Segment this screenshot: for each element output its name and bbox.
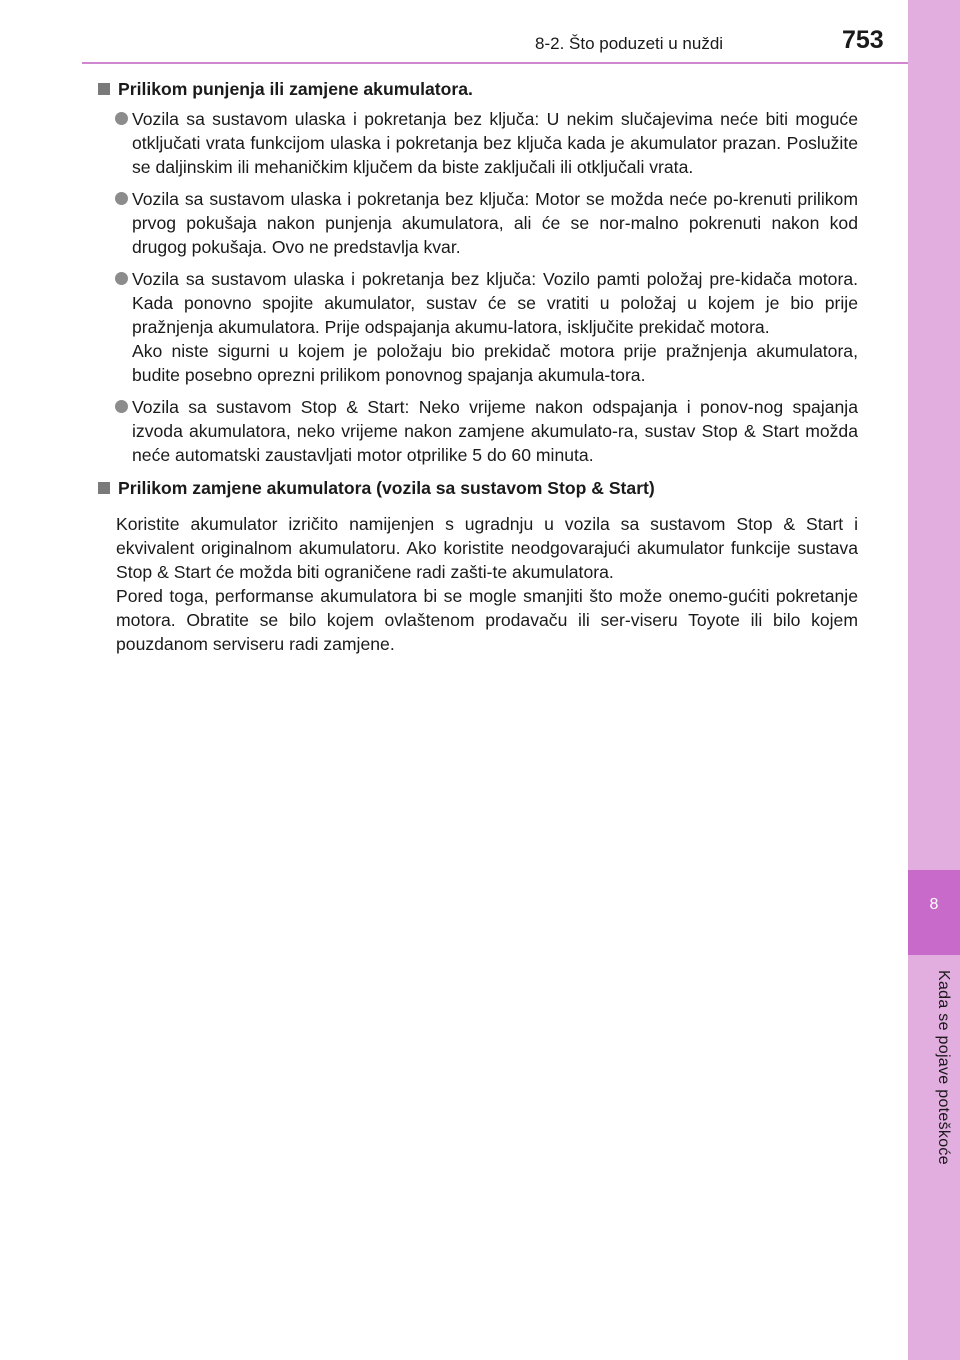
- list-item: [98, 187, 858, 259]
- square-bullet-icon: [98, 482, 110, 494]
- section-heading-charging: [98, 76, 858, 103]
- section-title: 8-2. Što poduzeti u nuždi: [535, 34, 724, 53]
- round-bullet-icon: [115, 400, 128, 413]
- square-bullet-icon: [98, 83, 110, 95]
- list-item: [98, 107, 858, 179]
- list-item-text: Vozila sa sustavom Stop & Start: Neko vrijeme nakon odspajanja i ponov-nog spajanja izvoda akumulatora, neko vrijeme nakon zamjene akumulato-ra, sustav Stop & Start možda neće automatski zaustavljati motor otprilike 5 do 60 minuta.: [132, 397, 858, 465]
- chapter-side-tab: [908, 0, 960, 1360]
- page-content: [98, 76, 858, 656]
- section-heading-text: Prilikom punjenja ili zamjene akumulatora.: [118, 79, 473, 99]
- chapter-title: Kada se pojave poteškoće: [935, 970, 952, 1165]
- paragraph: Koristite akumulator izričito namijenjen s ugradnju u vozila sa sustavom Stop & Start i ekvivalent originalnom akumulatoru. Ako koristite neodgovarajući akumulator funkcije sustava Stop & Start će možda biti ograničene radi zašti-te akumulatora.: [116, 514, 858, 582]
- round-bullet-icon: [115, 272, 128, 285]
- list-item-text: Vozila sa sustavom ulaska i pokretanja bez ključa: Motor se možda neće po-krenuti prilikom prvog pokušaja nakon punjenja akumulatora, ali će se nor-malno pokrenuti nakon kod drugog pokušaja. Ovo ne predstavlja kvar.: [132, 189, 858, 257]
- section-heading-replacement: [98, 475, 858, 502]
- page-number: 753: [842, 26, 884, 54]
- paragraph: Pored toga, performanse akumulatora bi se mogle smanjiti što može onemo-gućiti pokretanje motora. Obratite se bilo kojem ovlaštenom prodavaču ili ser-viseru Toyote ili bilo kojem pouzdanom serviseru radi zamjene.: [116, 586, 858, 654]
- header-divider: [82, 62, 908, 64]
- list-item: [98, 395, 858, 467]
- section-heading-text: Prilikom zamjene akumulatora (vozila sa sustavom Stop & Start): [118, 478, 655, 498]
- round-bullet-icon: [115, 112, 128, 125]
- list-item-text-continued: Ako niste sigurni u kojem je položaju bio prekidač motora prije pražnjenja akumulatora, budite posebno oprezni prilikom ponovnog spajanja akumula-tora.: [132, 341, 858, 385]
- list-item: [98, 267, 858, 387]
- list-item-text: Vozila sa sustavom ulaska i pokretanja bez ključa: U nekim slučajevima neće biti moguće otključati vrata funkcijom ulaska i pokretanja bez ključa kada je akumulator prazan. Poslužite se daljinskim ili mehaničkim ključem da biste zaključali ili otključali vrata.: [132, 109, 858, 177]
- round-bullet-icon: [115, 192, 128, 205]
- list-item-text: Vozila sa sustavom ulaska i pokretanja bez ključa: Vozilo pamti položaj pre-kidača motora. Kada ponovno spojite akumulator, sustav će se vratiti u položaj u kojem je bio prije pražnjenja akumulatora. Prije odspajanja akumu-latora, isključite prekidač motora.: [132, 269, 858, 337]
- chapter-number: 8: [929, 896, 939, 913]
